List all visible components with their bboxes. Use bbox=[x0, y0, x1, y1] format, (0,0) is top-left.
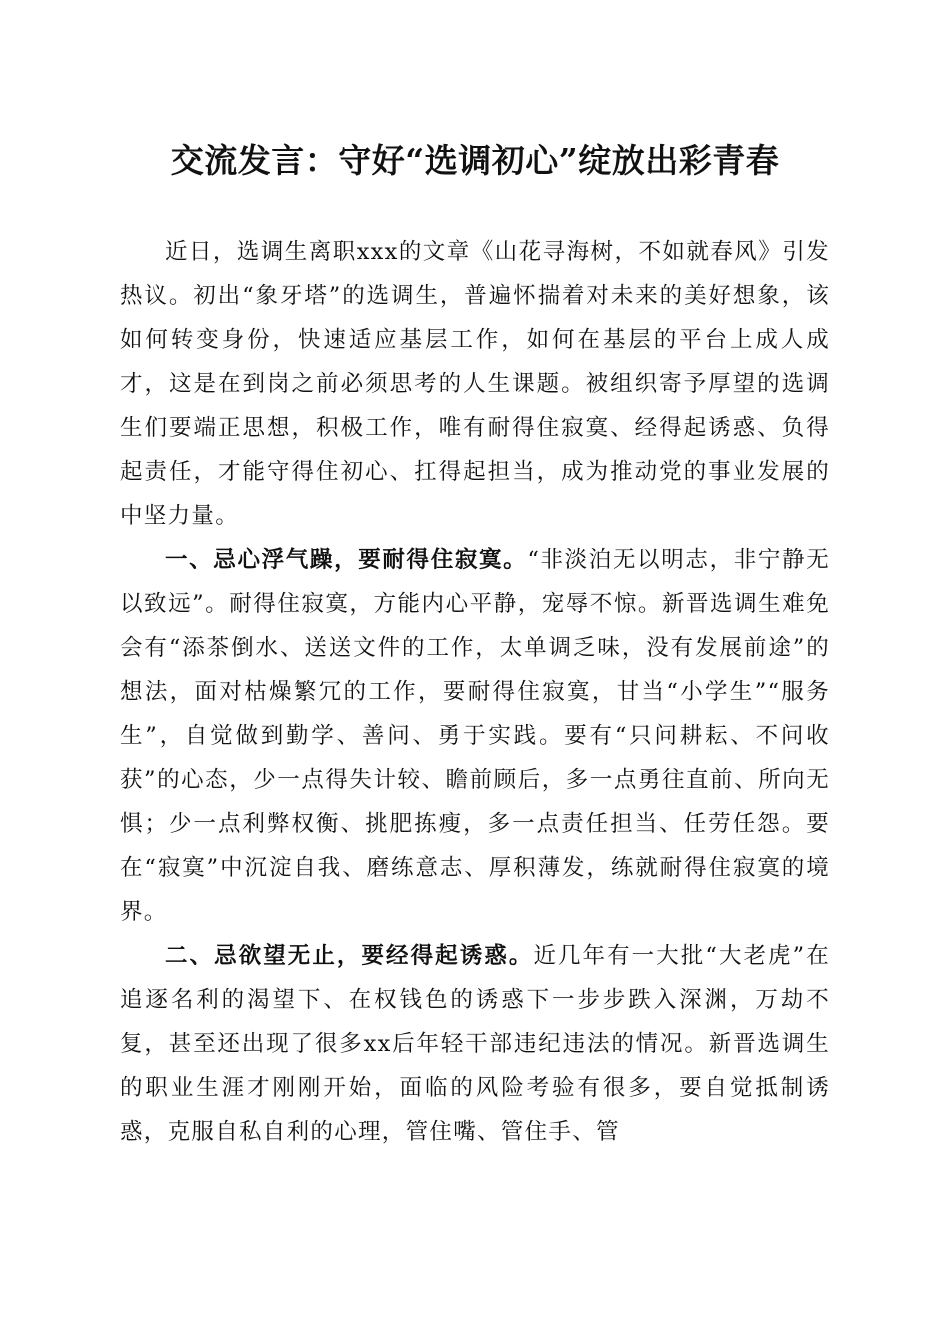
section-heading: 二、忌欲望无止，要经得起诱惑。 bbox=[165, 943, 534, 969]
document-body bbox=[120, 230, 830, 1154]
paragraph-text: 近日，选调生离职xxx的文章《山花寻海树，不如就春风》引发热议。初出“象牙塔”的选调生，普遍怀揣着对未来的美好想象，该如何转变身份，快速适应基层工作，如何在基层的平台上成人成才，这是在到岗之前必须思考的人生课题。被组织寄予厚望的选调生们要端正思想，积极工作，唯有耐得住寂寞、经得起诱惑、负得起责任，才能守得住初心、扛得起担当，成为推动党的事业发展的中坚力量。 bbox=[120, 239, 830, 529]
paragraph-text: 近几年有一大批“大老虎”在追逐名利的渴望下、在权钱色的诱惑下一步步跌入深渊，万劫不复，甚至还出现了很多xx后年轻干部违纪违法的情况。新晋选调生的职业生涯才刚刚开始，面临的风险考验有很多，要自觉抵制诱惑，克服自私自利的心理，管住嘴、管住手、管 bbox=[120, 943, 830, 1145]
section-heading: 一、忌心浮气躁，要耐得住寂寞。 bbox=[165, 547, 528, 573]
paragraph-text: “非淡泊无以明志，非宁静无以致远”。耐得住寂寞，方能内心平静，宠辱不惊。新晋选调生难免会有“添茶倒水、送送文件的工作，太单调乏味，没有发展前途”的想法，面对枯燥繁冗的工作，要耐得住寂寞，甘当“小学生”“服务生”，自觉做到勤学、善问、勇于实践。要有“只问耕耘、不问收获”的心态，少一点得失计较、瞻前顾后，多一点勇往直前、所向无惧；少一点利弊权衡、挑肥拣瘦，多一点责任担当、任劳任怨。要在“寂寞”中沉淀自我、磨练意志、厚积薄发，练就耐得住寂寞的境界。 bbox=[120, 547, 830, 925]
paragraph-intro bbox=[120, 230, 830, 538]
paragraph-section-1 bbox=[120, 538, 830, 934]
paragraph-section-2 bbox=[120, 934, 830, 1154]
document-title: 交流发言：守好“选调初心”绽放出彩青春 bbox=[170, 141, 780, 180]
